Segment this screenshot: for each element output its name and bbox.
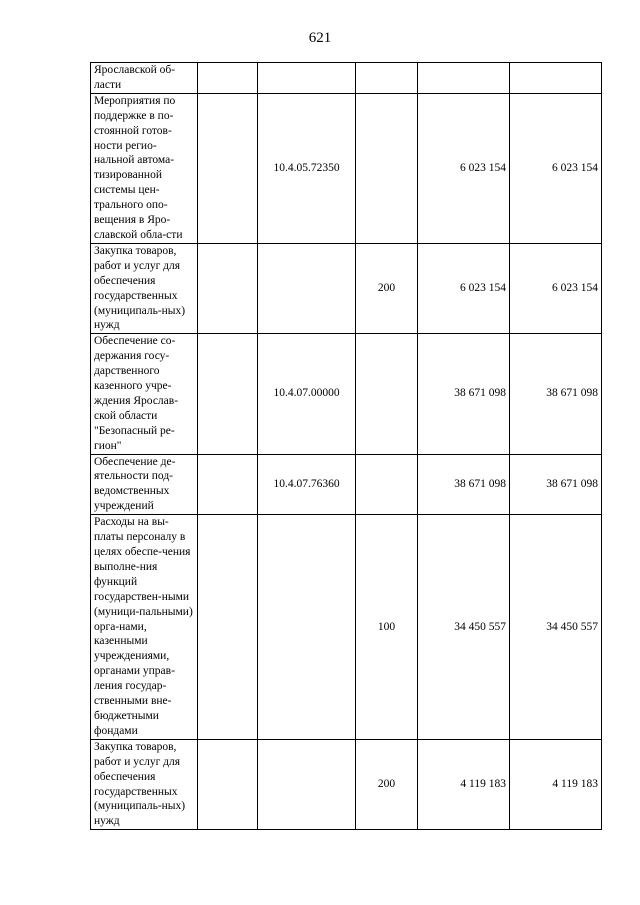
row-name-cell: Ярославской об- ласти: [91, 63, 198, 94]
row-type-cell: [356, 334, 418, 454]
row-type-cell: 200: [356, 243, 418, 333]
row-value2-cell: 34 450 557: [510, 515, 602, 740]
table-row: [91, 334, 602, 454]
row-value1-cell: 38 671 098: [418, 454, 510, 515]
row-value1-cell: 6 023 154: [418, 93, 510, 243]
row-value1-cell: 4 119 183: [418, 739, 510, 829]
row-value2-cell: 6 023 154: [510, 93, 602, 243]
row-value2-cell: 6 023 154: [510, 243, 602, 333]
row-value2-cell: 4 119 183: [510, 739, 602, 829]
row-target-cell: [258, 63, 356, 94]
budget-table-body: [91, 63, 602, 830]
row-value2-cell: 38 671 098: [510, 454, 602, 515]
row-value1-cell: 34 450 557: [418, 515, 510, 740]
row-value2-cell: 38 671 098: [510, 334, 602, 454]
row-code-cell: [198, 739, 258, 829]
row-type-cell: [356, 63, 418, 94]
row-target-cell: 10.4.05.72350: [258, 93, 356, 243]
row-value1-cell: 6 023 154: [418, 243, 510, 333]
row-name-cell: Закупка товаров, работ и услуг для обеспечения государственных (муниципаль-ных) нужд: [91, 243, 198, 333]
row-target-cell: [258, 739, 356, 829]
row-value2-cell: [510, 63, 602, 94]
budget-table: [90, 62, 602, 830]
row-name-cell: Мероприятия по поддержке в по-стоянной готов-ности регио-нальной автома-тизированной системы цен-трального опо-вещения в Яро-славской обла-сти: [91, 93, 198, 243]
row-type-cell: 200: [356, 739, 418, 829]
row-code-cell: [198, 334, 258, 454]
row-type-cell: 100: [356, 515, 418, 740]
row-value1-cell: 38 671 098: [418, 334, 510, 454]
table-row: [91, 63, 602, 94]
row-code-cell: [198, 454, 258, 515]
row-code-cell: [198, 243, 258, 333]
table-row: [91, 93, 602, 243]
row-value1-cell: [418, 63, 510, 94]
row-target-cell: 10.4.07.00000: [258, 334, 356, 454]
row-target-cell: [258, 243, 356, 333]
row-target-cell: [258, 515, 356, 740]
row-name-cell: Закупка товаров, работ и услуг для обеспечения государственных (муниципаль-ных) нужд: [91, 739, 198, 829]
table-row: [91, 515, 602, 740]
table-row: [91, 454, 602, 515]
row-code-cell: [198, 63, 258, 94]
row-code-cell: [198, 515, 258, 740]
row-code-cell: [198, 93, 258, 243]
row-type-cell: [356, 93, 418, 243]
page-number: 621: [308, 30, 332, 46]
table-row: [91, 243, 602, 333]
row-name-cell: Обеспечение со-держания госу-дарственного казенного учре-ждения Ярослав-ской области "Безопасный ре-гион": [91, 334, 198, 454]
table-row: [91, 739, 602, 829]
row-type-cell: [356, 454, 418, 515]
row-name-cell: Расходы на вы-платы персоналу в целях обеспе-чения выполне-ния функций государствен-ными (муници-пальными) орга-нами, казенными учреждениями, органами управ-ления государ-ственными вне-бюджетными фондами: [91, 515, 198, 740]
row-name-cell: Обеспечение де-ятельности под-ведомственных учреждений: [91, 454, 198, 515]
row-target-cell: 10.4.07.76360: [258, 454, 356, 515]
